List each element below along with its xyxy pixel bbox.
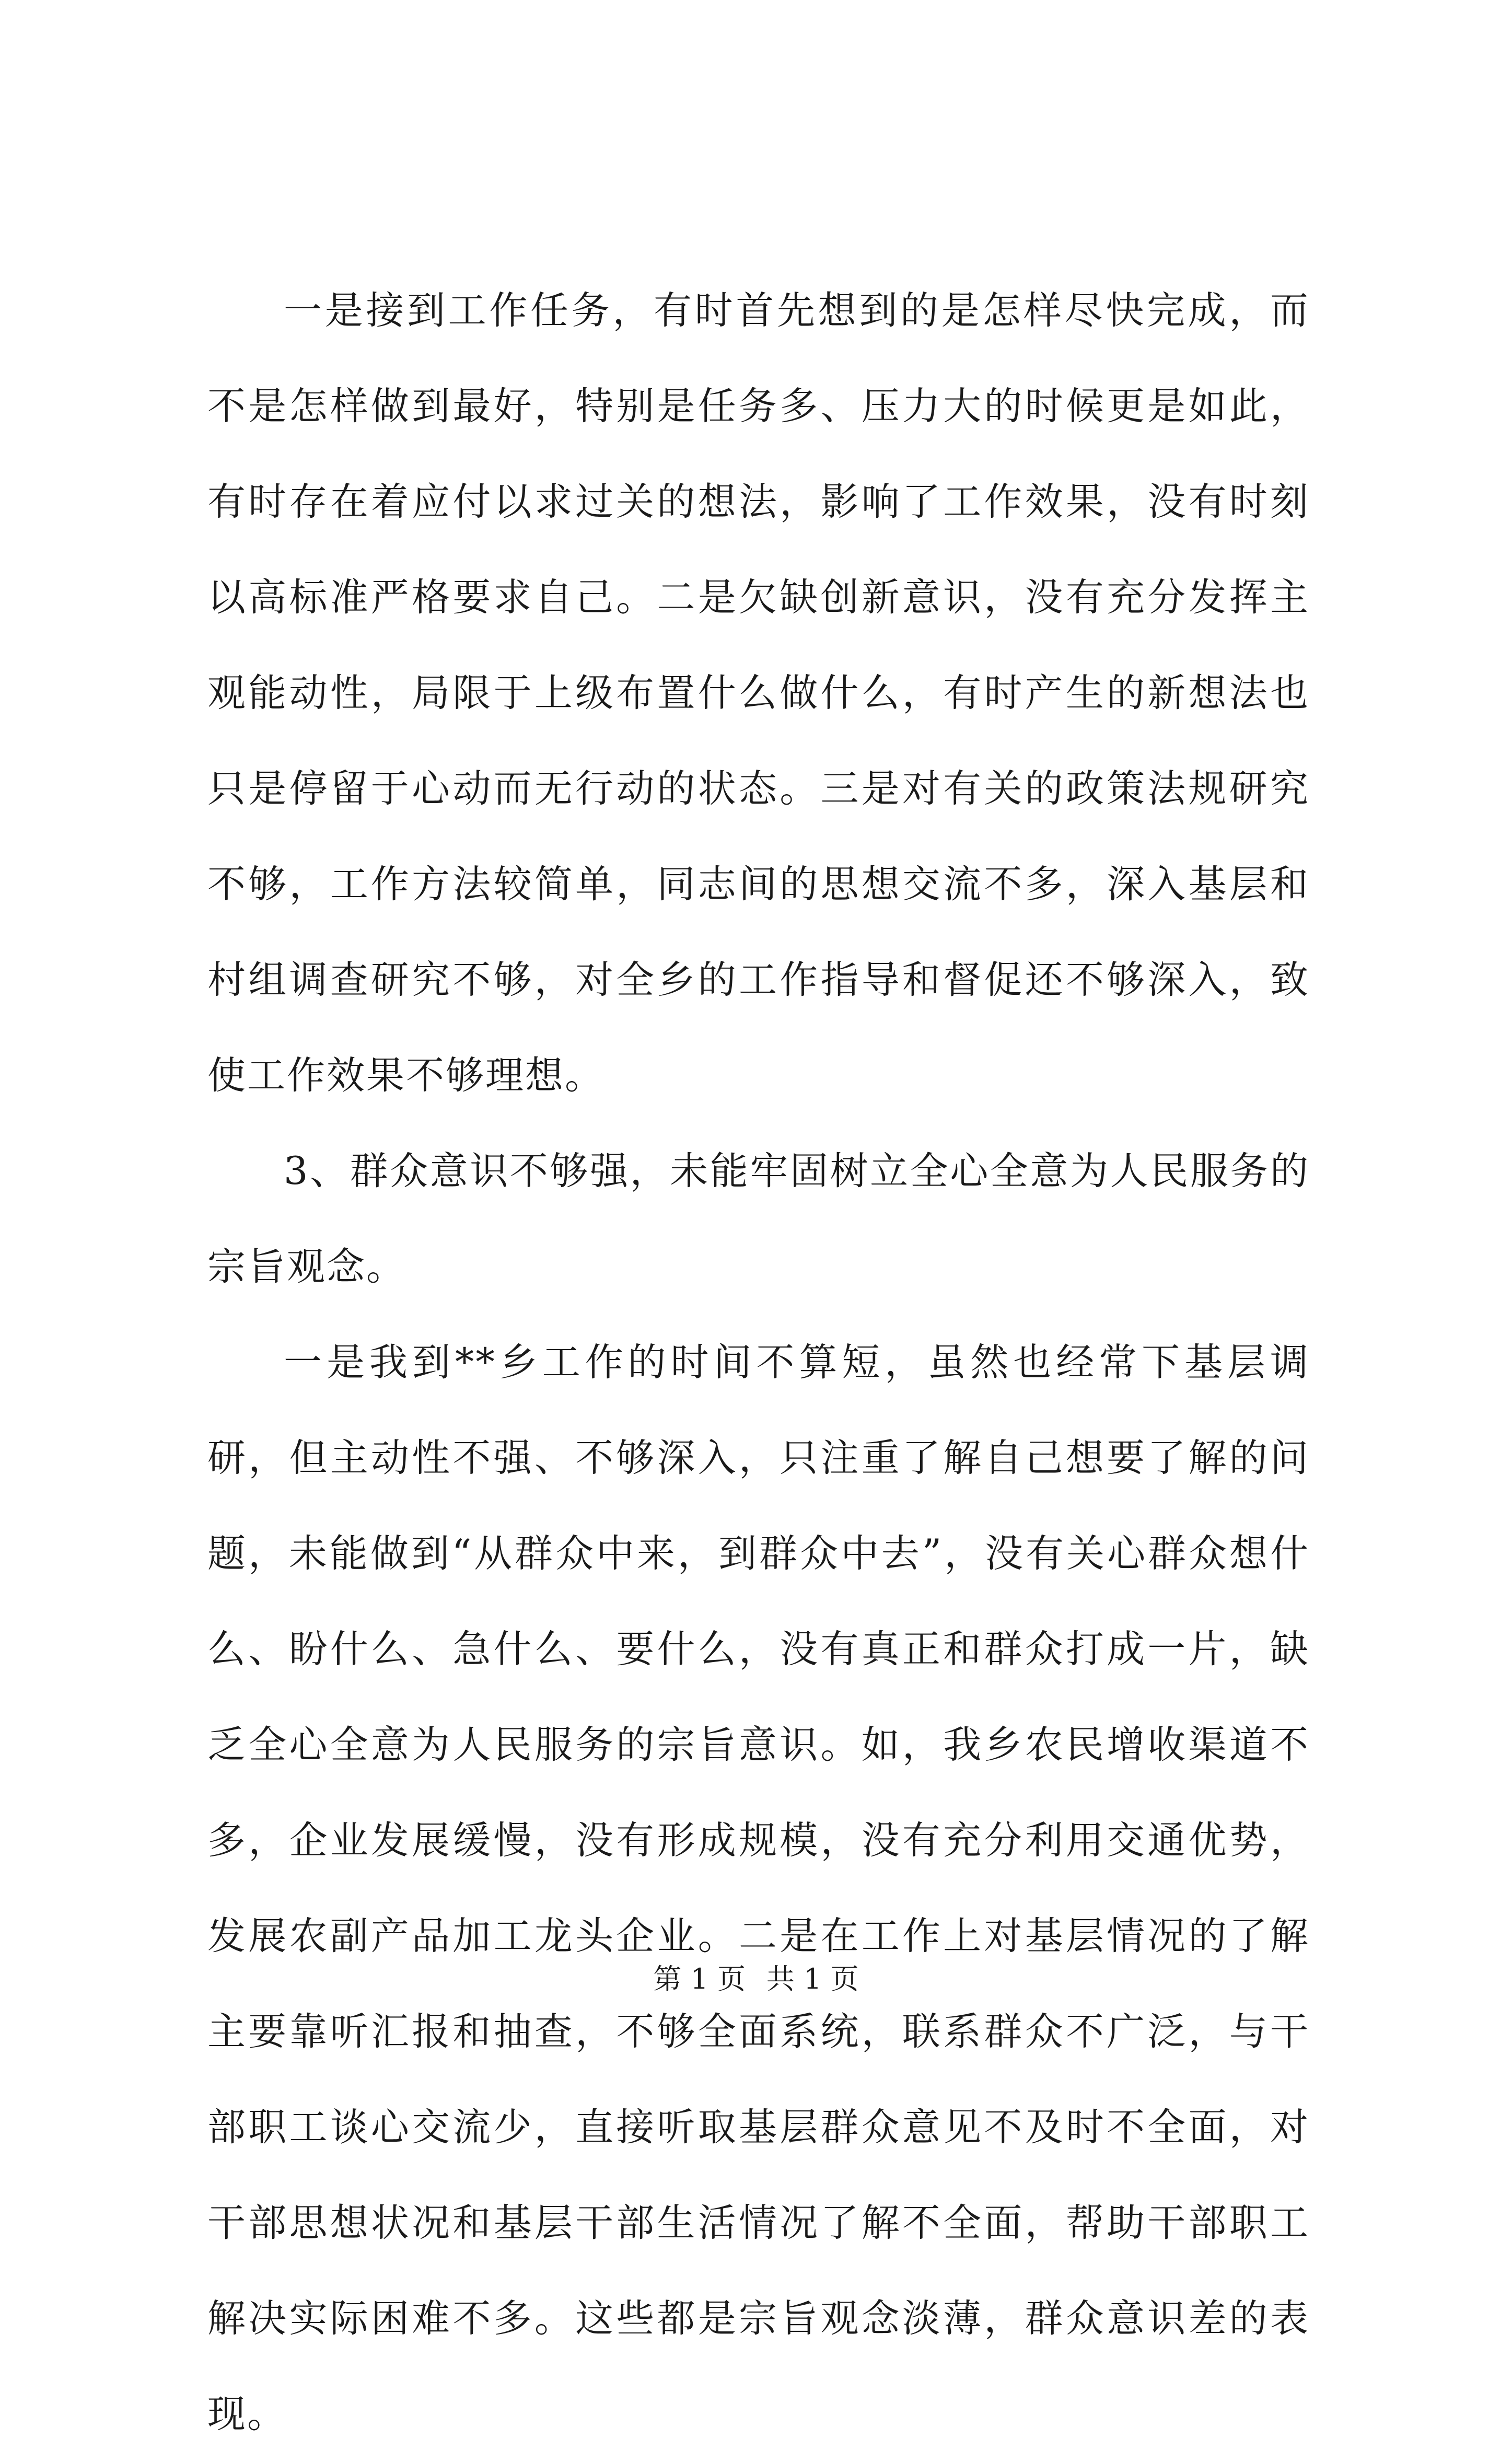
- paragraph-heading-mass-awareness: 3、群众意识不够强，未能牢固树立全心全意为人民服务的宗旨观念。: [207, 1149, 1310, 1289]
- paragraph-mass-awareness-details: 一是我到**乡工作的时间不算短，虽然也经常下基层调研，但主动性不强、不够深入，只注重了解自己想要了解的问题，未能做到“从群众中来，到群众中去”，没有关心群众想什么、盼什么、急什么、要什么，没有真正和群众打成一片，缺乏全心全意为人民服务的宗旨意识。如，我乡农民增收渠道不多，企业发展缓慢，没有形成规模，没有充分利用交通优势，发展农副产品加工龙头企业。二是在工作上对基层情况的了解主要靠听汇报和抽查，不够全面系统，联系群众不广泛，与干部职工谈心交流少，直接听取基层群众意见不及时不全面，对干部思想状况和基层干部生活情况了解不全面，帮助干部职工解决实际困难不多。这些都是宗旨观念淡薄，群众意识差的表现。: [207, 1340, 1310, 2436]
- page-footer: [0, 1957, 1512, 1997]
- page-total: 共 1 页: [766, 1962, 859, 1995]
- paragraph-shortcomings-work: 一是接到工作任务，有时首先想到的是怎样尽快完成，而不是怎样做到最好，特别是任务多、压力大的时候更是如此，有时存在着应付以求过关的想法，影响了工作效果，没有时刻以高标准严格要求自己。二是欠缺创新意识，没有充分发挥主观能动性，局限于上级布置什么做什么，有时产生的新想法也只是停留于心动而无行动的状态。三是对有关的政策法规研究不够，工作方法较简单，同志间的思想交流不多，深入基层和村组调查研究不够，对全乡的工作指导和督促还不够深入，致使工作效果不够理想。: [207, 288, 1310, 1098]
- page-number: 第 1 页: [653, 1962, 746, 1995]
- document-body: [207, 263, 1310, 2462]
